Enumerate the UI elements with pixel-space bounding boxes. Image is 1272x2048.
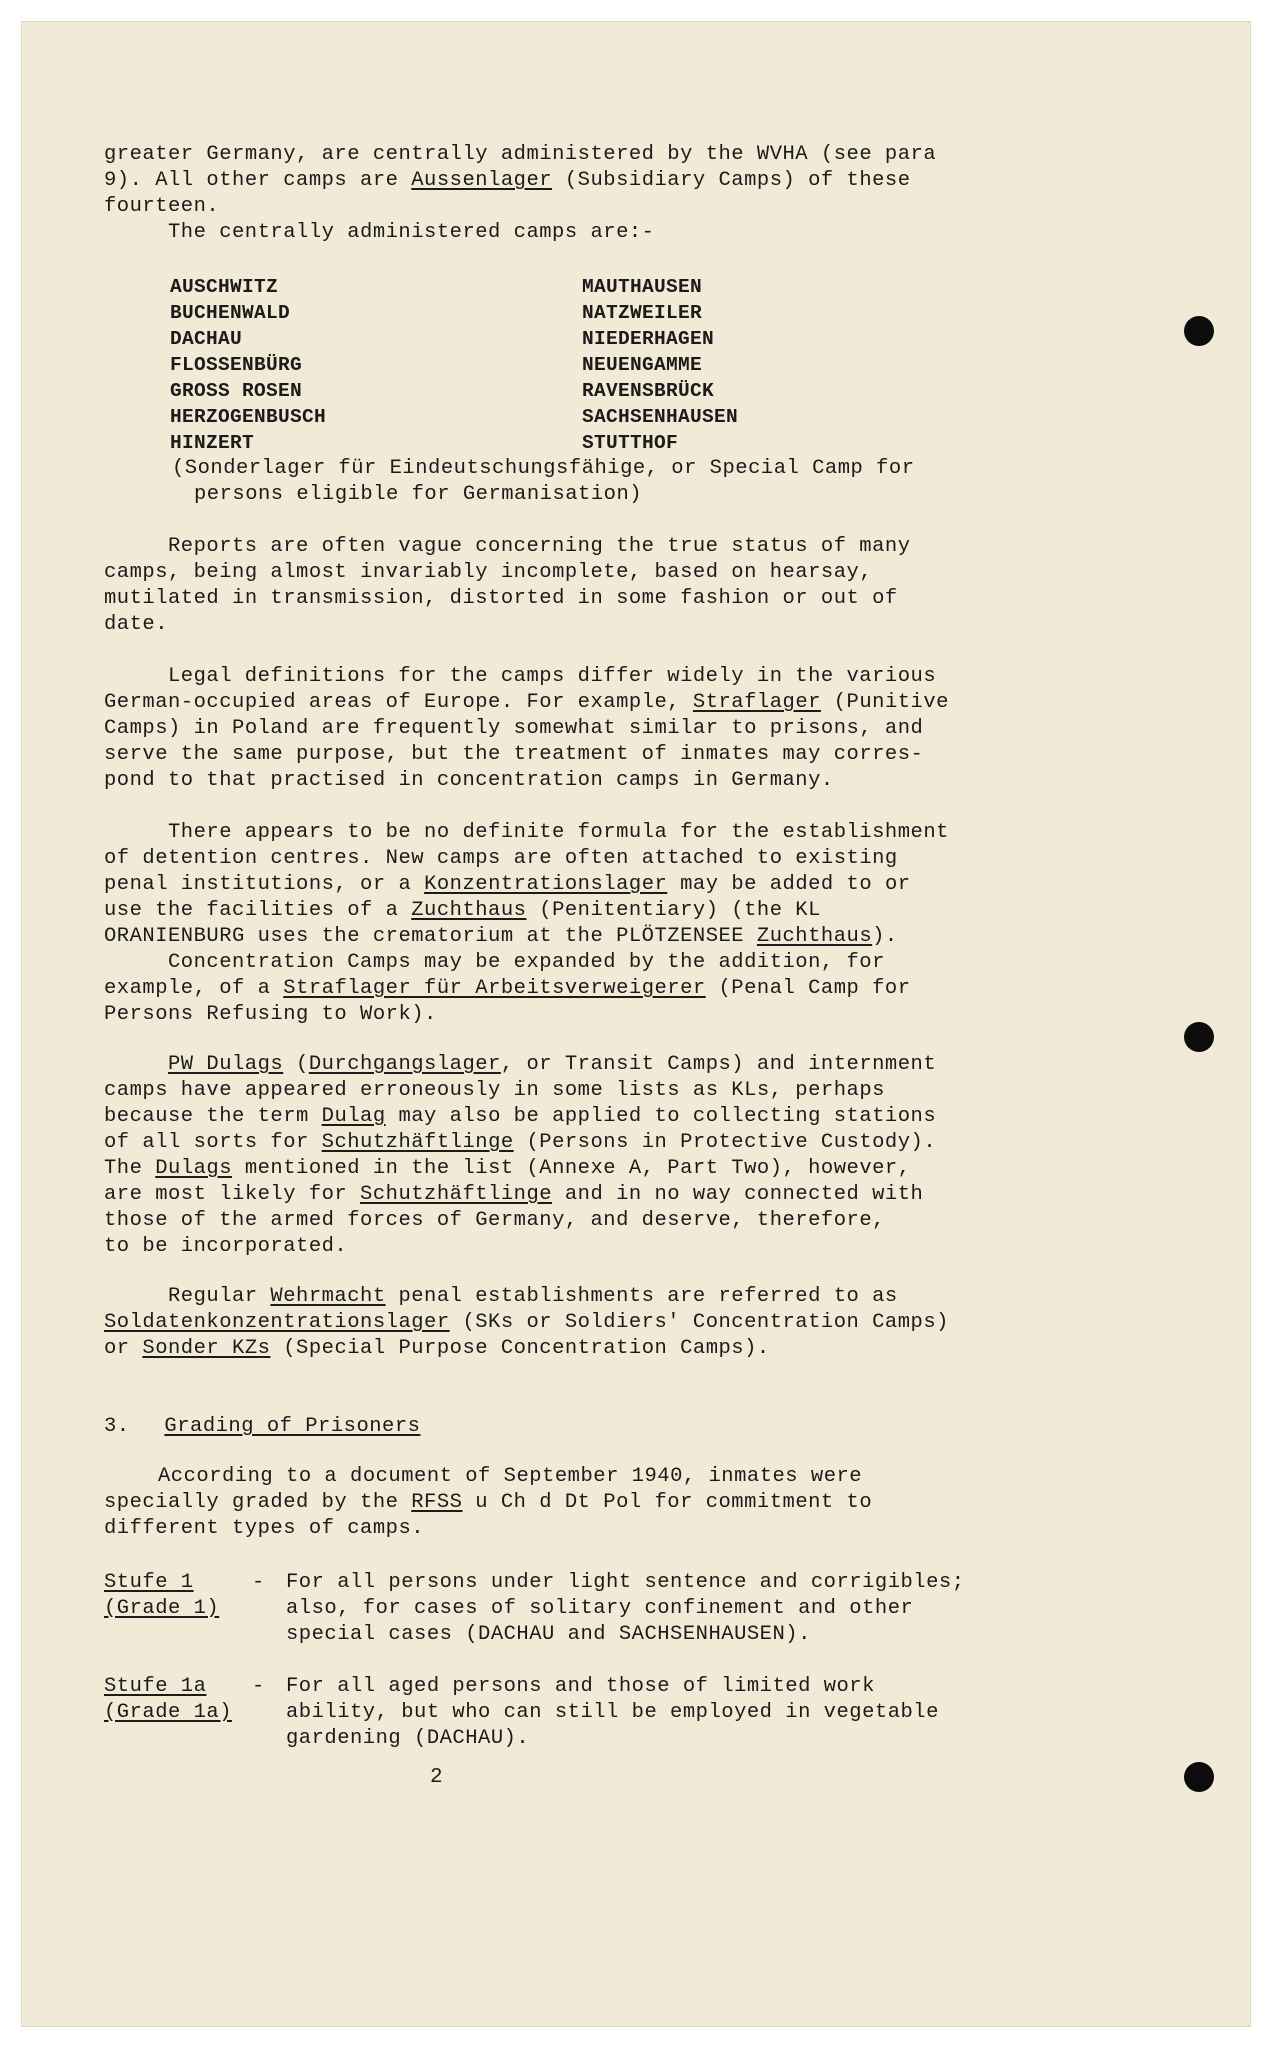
term-pw-dulags: PW Dulags bbox=[168, 1053, 284, 1076]
intro-line: greater Germany, are centrally administered by the WVHA (see para bbox=[104, 143, 937, 166]
text-run: example, of a bbox=[104, 977, 284, 1000]
grade-description-line: ability, but who can still be employed in vegetable bbox=[286, 1701, 939, 1724]
dulags-paragraph bbox=[104, 1052, 1004, 1260]
text-run: are most likely for bbox=[104, 1183, 361, 1206]
term-aussenlager: Aussenlager bbox=[411, 169, 553, 192]
note-line: (Sonderlager für Eindeutschungsfähige, or Special Camp for bbox=[172, 457, 915, 480]
camp-left: HERZOGENBUSCH bbox=[170, 406, 327, 428]
text-run: ( bbox=[283, 1053, 309, 1076]
term-durchgangslager: Durchgangslager bbox=[308, 1053, 501, 1076]
term-zuchthaus: Zuchthaus bbox=[756, 925, 873, 948]
camp-left: HINZERT bbox=[170, 432, 255, 454]
paragraph-line: camps, being almost invariably incomplete, based on hearsay, bbox=[104, 561, 873, 584]
term-straflager: Straflager bbox=[692, 691, 821, 714]
paragraph-line: serve the same purpose, but the treatment of inmates may corres- bbox=[104, 743, 924, 766]
paragraph-line bbox=[104, 976, 1004, 1002]
camp-right: MAUTHAUSEN bbox=[582, 276, 703, 298]
grade-dash: - bbox=[252, 1675, 265, 1698]
grade-description-line: also, for cases of solitary confinement and other bbox=[286, 1597, 914, 1620]
camp-left: GROSS ROSEN bbox=[170, 380, 303, 402]
intro-line: fourteen. bbox=[104, 195, 220, 218]
camp-left: AUSCHWITZ bbox=[170, 276, 279, 298]
camp-right: NEUENGAMME bbox=[582, 354, 703, 376]
paragraph-line: There appears to be no definite formula for the establishment bbox=[168, 821, 949, 844]
term-straflager-arbeitsverweigerer: Straflager für Arbeitsverweigerer bbox=[283, 977, 706, 1000]
paragraph-line: camps have appeared erroneously in some lists as KLs, perhaps bbox=[104, 1079, 885, 1102]
legal-paragraph bbox=[104, 664, 1004, 794]
term-wehrmacht: Wehrmacht bbox=[270, 1285, 386, 1308]
text-run: ). bbox=[872, 925, 898, 948]
text-run: u Ch d Dt Pol for commitment to bbox=[462, 1491, 873, 1514]
paragraph-line bbox=[104, 898, 1004, 924]
paragraph-line: pond to that practised in concentration camps in Germany. bbox=[104, 769, 834, 792]
grade-dash: - bbox=[252, 1571, 265, 1594]
formula-paragraph bbox=[104, 820, 1004, 1028]
text-run: (Special Purpose Concentration Camps). bbox=[270, 1337, 770, 1360]
text-run: mentioned in the list (Annexe A, Part Two), however, bbox=[232, 1157, 911, 1180]
section-3 bbox=[104, 1414, 1004, 1542]
term-konzentrationslager: Konzentrationslager bbox=[424, 873, 668, 896]
intro-line bbox=[104, 168, 1004, 194]
term-schutzhaeftlinge: Schutzhäftlinge bbox=[360, 1183, 553, 1206]
paragraph-line: date. bbox=[104, 613, 169, 636]
grade-description-line: gardening (DACHAU). bbox=[286, 1727, 530, 1750]
text-run: (Punitive bbox=[820, 691, 949, 714]
camp-left: DACHAU bbox=[170, 328, 243, 350]
intro-paragraph bbox=[104, 142, 1004, 246]
text-run: use the facilities of a bbox=[104, 899, 412, 922]
text-run: Regular bbox=[168, 1285, 271, 1308]
camp-right: RAVENSBRÜCK bbox=[582, 380, 715, 402]
page-number: 2 bbox=[430, 1766, 443, 1789]
grade-label: (Grade 1a) bbox=[104, 1701, 233, 1724]
text-run: (SKs or Soldiers' Concentration Camps) bbox=[449, 1311, 949, 1334]
paragraph-line: According to a document of September 1940, inmates were bbox=[158, 1465, 863, 1488]
term-dulag: Dulag bbox=[321, 1105, 386, 1128]
wehrmacht-paragraph bbox=[104, 1284, 1004, 1362]
text-run: penal establishments are referred to as bbox=[385, 1285, 898, 1308]
section-number: 3. bbox=[104, 1415, 130, 1438]
grade-term: Stufe 1a bbox=[104, 1675, 207, 1698]
text-run: and in no way connected with bbox=[552, 1183, 924, 1206]
text-run: or bbox=[104, 1337, 143, 1360]
text-run: ORANIENBURG uses the crematorium at the PLÖTZENSEE bbox=[104, 925, 757, 948]
grade-description-line: For all aged persons and those of limited work bbox=[286, 1675, 875, 1698]
paragraph-line: Camps) in Poland are frequently somewhat similar to prisons, and bbox=[104, 717, 924, 740]
camp-left: FLOSSENBÜRG bbox=[170, 354, 303, 376]
term-zuchthaus: Zuchthaus bbox=[411, 899, 527, 922]
paragraph-line bbox=[104, 690, 1004, 716]
paragraph-line: of detention centres. New camps are often attached to existing bbox=[104, 847, 898, 870]
text-run: may also be applied to collecting stations bbox=[385, 1105, 937, 1128]
text-run: penal institutions, or a bbox=[104, 873, 425, 896]
text-run: German-occupied areas of Europe. For example, bbox=[104, 691, 693, 714]
text-run: (Persons in Protective Custody). bbox=[513, 1131, 937, 1154]
paragraph-line bbox=[104, 872, 1004, 898]
term-rfss: RFSS bbox=[411, 1491, 463, 1514]
paragraph-line bbox=[104, 1310, 1004, 1336]
paragraph-line bbox=[104, 1156, 1004, 1182]
text-run: The bbox=[104, 1157, 156, 1180]
paragraph-line: Concentration Camps may be expanded by the addition, for bbox=[168, 951, 885, 974]
text-run: specially graded by the bbox=[104, 1491, 412, 1514]
paragraph-line: Legal definitions for the camps differ widely in the various bbox=[168, 665, 937, 688]
paragraph-line: mutilated in transmission, distorted in some fashion or out of bbox=[104, 587, 898, 610]
text-run: (Subsidiary Camps) of these bbox=[552, 169, 911, 192]
paragraph-line bbox=[104, 1052, 1004, 1078]
camp-right: SACHSENHAUSEN bbox=[582, 406, 739, 428]
paragraph-line: those of the armed forces of Germany, and deserve, therefore, bbox=[104, 1209, 885, 1232]
paragraph-line bbox=[104, 1336, 1004, 1362]
paragraph-line bbox=[104, 1490, 1004, 1516]
section-title: Grading of Prisoners bbox=[164, 1415, 421, 1438]
paragraph-line bbox=[104, 924, 1004, 950]
camp-left: BUCHENWALD bbox=[170, 302, 291, 324]
text-run: 9). All other camps are bbox=[104, 169, 412, 192]
paragraph-line bbox=[104, 1284, 1004, 1310]
paragraph-line bbox=[104, 1130, 1004, 1156]
grade-description-line: For all persons under light sentence and corrigibles; bbox=[286, 1571, 965, 1594]
text-run: (Penitentiary) (the KL bbox=[526, 899, 821, 922]
grade-label: (Grade 1) bbox=[104, 1597, 220, 1620]
paragraph-line: Reports are often vague concerning the true status of many bbox=[168, 535, 911, 558]
text-run: because the term bbox=[104, 1105, 322, 1128]
note-line: persons eligible for Germanisation) bbox=[194, 483, 643, 506]
camp-right: NIEDERHAGEN bbox=[582, 328, 715, 350]
paragraph-line: different types of camps. bbox=[104, 1517, 425, 1540]
paragraph-line: to be incorporated. bbox=[104, 1235, 348, 1258]
grade-term: Stufe 1 bbox=[104, 1571, 194, 1594]
text-run: may be added to or bbox=[667, 873, 911, 896]
text-run: , or Transit Camps) and internment bbox=[500, 1053, 937, 1076]
text-run: of all sorts for bbox=[104, 1131, 322, 1154]
binder-hole-middle bbox=[1184, 1022, 1214, 1052]
paragraph-line bbox=[104, 1104, 1004, 1130]
text-run: (Penal Camp for bbox=[705, 977, 911, 1000]
term-schutzhaeftlinge: Schutzhäftlinge bbox=[321, 1131, 514, 1154]
section-heading bbox=[104, 1414, 1004, 1440]
paragraph-line: Persons Refusing to Work). bbox=[104, 1003, 437, 1026]
binder-hole-bottom bbox=[1184, 1762, 1214, 1792]
hinzert-note bbox=[172, 456, 1072, 508]
binder-hole-top bbox=[1184, 316, 1214, 346]
grade-description-line: special cases (DACHAU and SACHSENHAUSEN). bbox=[286, 1623, 811, 1646]
paragraph-line bbox=[104, 1182, 1004, 1208]
term-sonder-kzs: Sonder KZs bbox=[142, 1337, 271, 1360]
camp-right: NATZWEILER bbox=[582, 302, 703, 324]
camp-right: STUTTHOF bbox=[582, 432, 679, 454]
term-soldatenkonzentrationslager: Soldatenkonzentrationslager bbox=[104, 1311, 450, 1334]
term-dulags: Dulags bbox=[155, 1157, 233, 1180]
intro-line: The centrally administered camps are:- bbox=[168, 221, 655, 244]
reports-paragraph bbox=[104, 534, 1004, 638]
